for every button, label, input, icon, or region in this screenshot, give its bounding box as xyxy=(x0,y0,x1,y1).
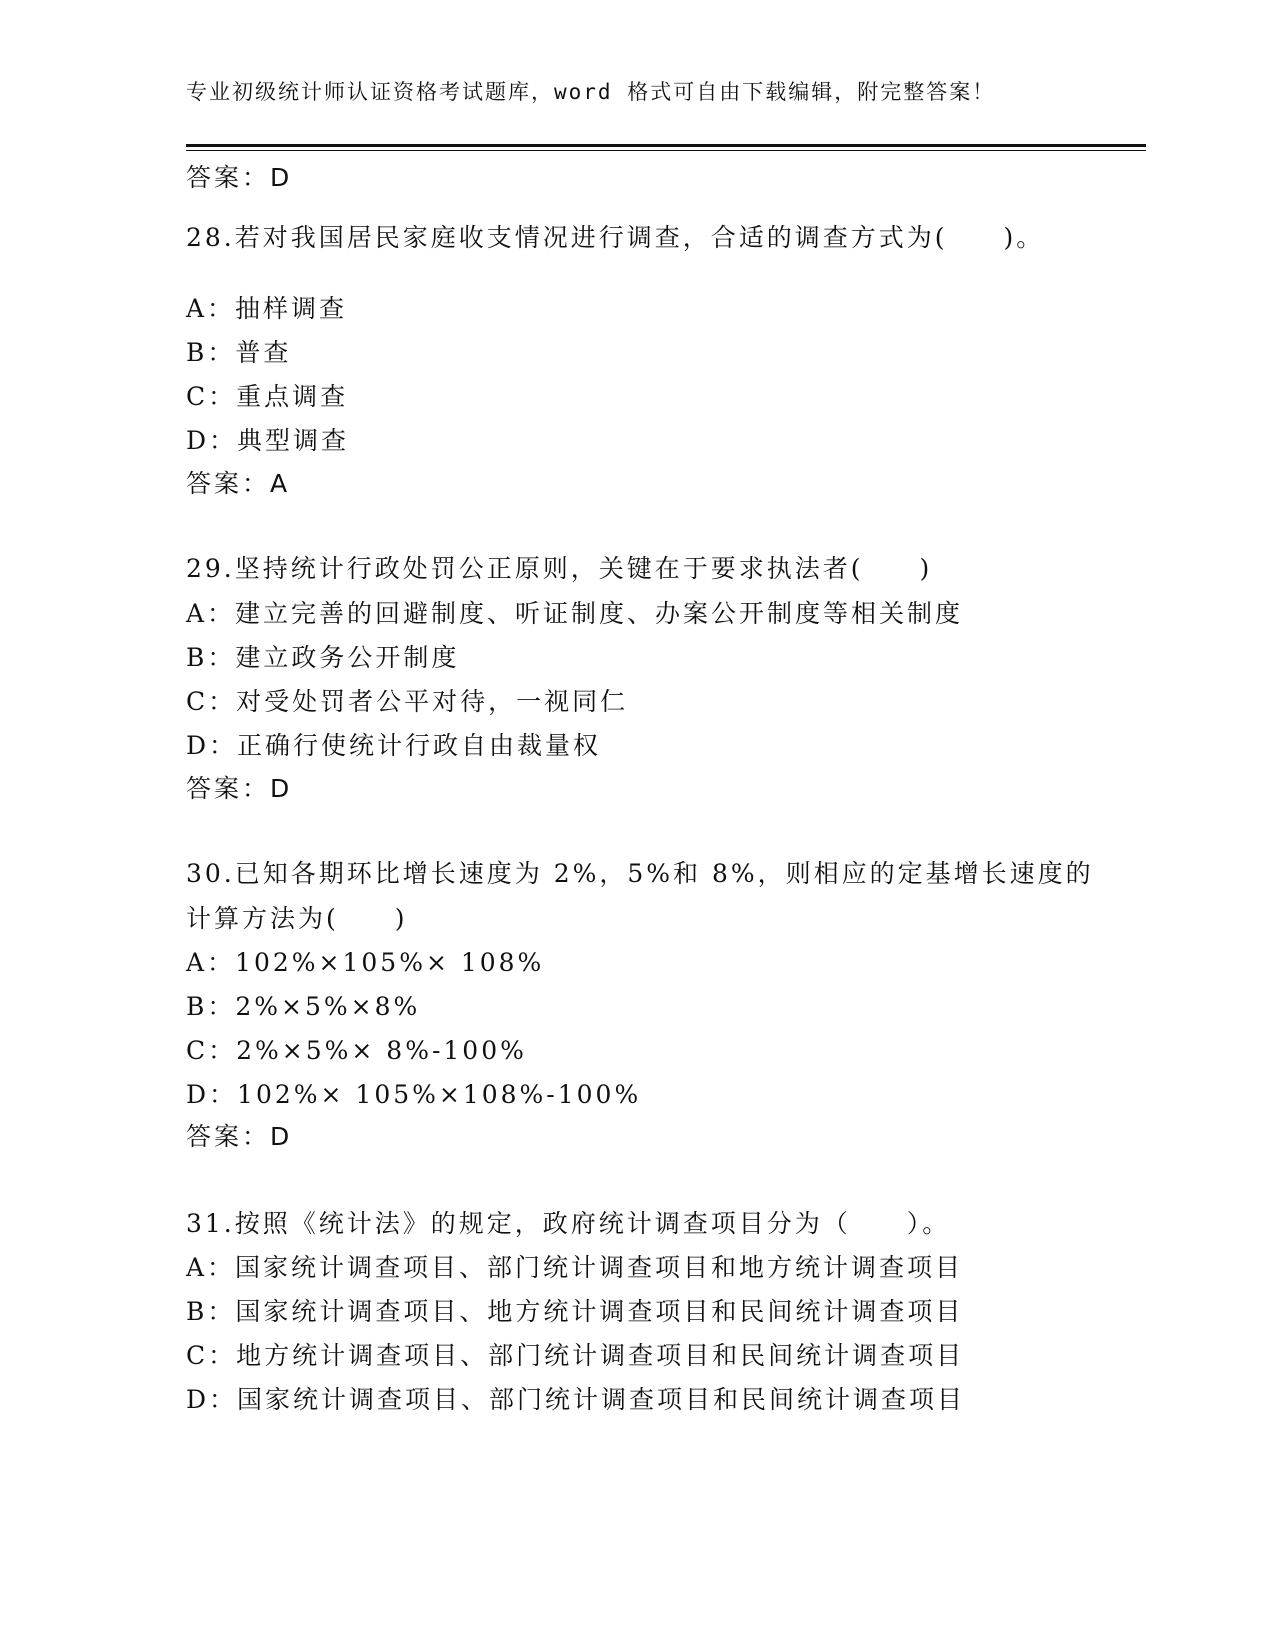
question-stem: 29.坚持统计行政处罚公正原则，关键在于要求执法者( ) xyxy=(186,554,933,583)
page-header-text: 专业初级统计师认证资格考试题库，word 格式可自由下载编辑，附完整答案！ xyxy=(186,80,996,104)
question-stem-continued: 计算方法为( ) xyxy=(186,904,408,933)
option-d: D：典型调查 xyxy=(186,426,350,455)
header-rule-thin xyxy=(186,150,1146,151)
option-a: A：建立完善的回避制度、听证制度、办案公开制度等相关制度 xyxy=(186,599,964,628)
answer-line: 答案：A xyxy=(186,469,291,498)
option-a: A：国家统计调查项目、部门统计调查项目和地方统计调查项目 xyxy=(186,1253,964,1282)
option-d: D：102%× 105%×108%-100% xyxy=(186,1080,642,1109)
question-stem: 31.按照《统计法》的规定，政府统计调查项目分为（ ）。 xyxy=(186,1209,951,1238)
question-stem: 28.若对我国居民家庭收支情况进行调查，合适的调查方式为( )。 xyxy=(186,223,1045,252)
option-a: A：抽样调查 xyxy=(186,294,348,323)
option-b: B：国家统计调查项目、地方统计调查项目和民间统计调查项目 xyxy=(186,1297,964,1326)
option-c: C：对受处罚者公平对待，一视同仁 xyxy=(186,687,629,716)
header-rule-thick xyxy=(186,144,1146,147)
option-b: B：建立政务公开制度 xyxy=(186,643,460,672)
option-c: C：重点调查 xyxy=(186,382,349,411)
answer-line: 答案：D xyxy=(186,163,293,192)
answer-line: 答案：D xyxy=(186,774,293,803)
option-c: C：2%×5%× 8%-100% xyxy=(186,1036,527,1065)
option-d: D：国家统计调查项目、部门统计调查项目和民间统计调查项目 xyxy=(186,1385,966,1414)
answer-line: 答案：D xyxy=(186,1122,293,1151)
option-b: B：普查 xyxy=(186,338,292,367)
option-c: C：地方统计调查项目、部门统计调查项目和民间统计调查项目 xyxy=(186,1341,965,1370)
option-d: D：正确行使统计行政自由裁量权 xyxy=(186,731,602,760)
option-a: A：102%×105%× 108% xyxy=(186,948,545,977)
question-stem: 30.已知各期环比增长速度为 2%，5%和 8%，则相应的定基增长速度的 xyxy=(186,859,1094,888)
option-b: B：2%×5%×8% xyxy=(186,992,421,1021)
